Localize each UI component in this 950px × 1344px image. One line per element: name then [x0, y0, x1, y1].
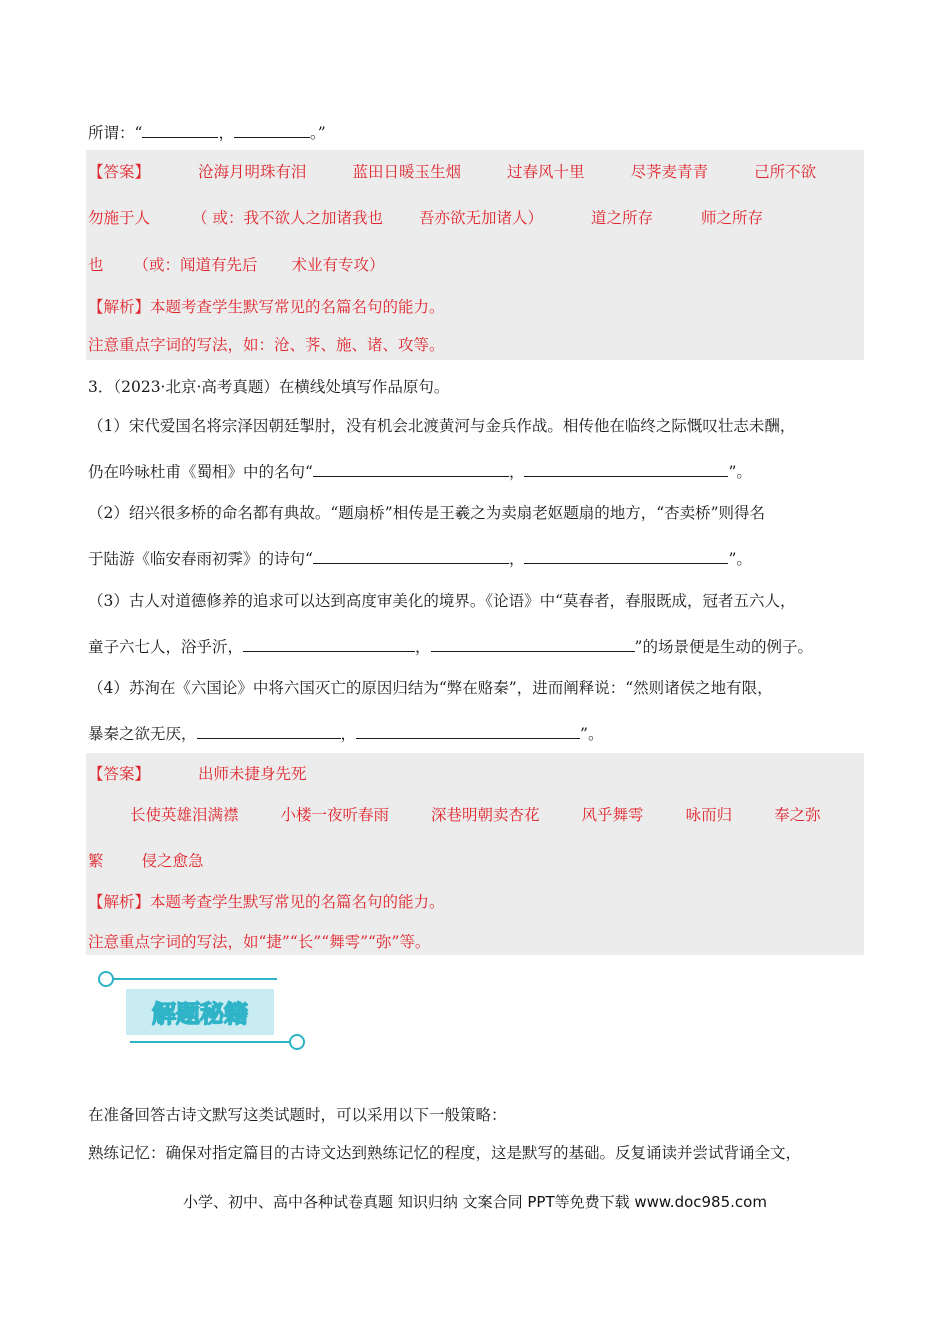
q3-part1-line2: 仍在吟咏杜甫《蜀相》中的名句“ ， ”。: [88, 463, 752, 481]
analysis-tag: 【解析】: [88, 298, 151, 316]
answer-blank[interactable]: [524, 548, 728, 564]
q3-part2-line2: 于陆游《临安春雨初霁》的诗句“ ， ”。: [88, 550, 752, 568]
answer-line-3: 也 （或：闻道有先后 术业有专攻）: [88, 256, 385, 274]
page-footer: 小学、初中、高中各种试卷真题 知识归纳 文案合同 PPT等免费下载 www.doc985.com: [183, 1193, 767, 1211]
answer-blank[interactable]: [142, 122, 218, 138]
answer2-line-2: 长使英雄泪满襟 小楼一夜听春雨 深巷明朝卖杏花 风乎舞雩 咏而归 奉之弥: [130, 806, 821, 824]
answer-blank[interactable]: [524, 461, 728, 477]
q3-part1-line1: （1）宋代爱国名将宗泽因朝廷掣肘，没有机会北渡黄河与金兵作战。相传他在临终之际慨叹壮志未酬，: [88, 417, 796, 435]
answer-blank[interactable]: [197, 723, 341, 739]
q3-part2-line1: （2）绍兴很多桥的命名都有典故。“题扇桥”相传是王羲之为卖扇老妪题扇的地方，“杏卖桥”则得名: [88, 504, 766, 522]
tips-item-1: 熟练记忆：确保对指定篇目的古诗文达到熟练记忆的程度，这是默写的基础。反复诵读并尝试背诵全文，: [88, 1144, 802, 1162]
banner-title: 解题秘籍: [152, 1000, 248, 1028]
answer-blank[interactable]: [431, 636, 635, 652]
q3-part3-line1: （3）古人对道德修养的追求可以达到高度审美化的境界。《论语》中“莫春者，春服既成，冠者五六人，: [88, 592, 796, 610]
answer-blank[interactable]: [234, 122, 310, 138]
analysis2-note: 注意重点字词的写法，如“捷”“长”“舞雩”“弥”等。: [88, 933, 431, 951]
answer-blank[interactable]: [313, 548, 509, 564]
q3-part4-line2: 暴秦之欲无厌， ， ”。: [88, 725, 604, 743]
section-banner: [92, 965, 322, 1050]
analysis2-line: 【解析】本题考查学生默写常见的名篇名句的能力。: [88, 893, 445, 911]
answer-tag: 【答案】: [88, 765, 151, 783]
q3-part3-line2: 童子六七人，浴乎沂， ， ”的场景便是生动的例子。: [88, 638, 813, 656]
answer-blank[interactable]: [313, 461, 509, 477]
answer-line-1: 【答案】 沧海月明珠有泪 蓝田日暖玉生烟 过春风十里 尽荠麦青青 己所不欲: [88, 163, 817, 181]
answer-blank[interactable]: [243, 636, 415, 652]
answer-tag: 【答案】: [88, 163, 151, 181]
tips-intro: 在准备回答古诗文默写这类试题时，可以采用以下一般策略：: [88, 1106, 507, 1124]
answer-blank[interactable]: [356, 723, 580, 739]
banner-graphic: [92, 965, 322, 1050]
answer-line-2: 勿施于人 （ 或：我不欲人之加诸我也 吾亦欲无加诸人） 道之所存 师之所存: [88, 209, 763, 227]
answer2-line-3: 繁 侵之愈急: [88, 852, 204, 870]
question-3-heading: 3．（2023·北京·高考真题）在横线处填写作品原句。: [88, 378, 450, 396]
analysis-line: 【解析】本题考查学生默写常见的名篇名句的能力。: [88, 298, 445, 316]
answer2-line-1: 【答案】 出师未捷身先死: [88, 765, 307, 783]
analysis-tag: 【解析】: [88, 893, 151, 911]
analysis-note: 注意重点字词的写法，如：沧、荠、施、诸、攻等。: [88, 336, 445, 354]
q2-tail-line: 所谓：“ ， 。”: [88, 124, 326, 142]
q3-part4-line1: （4）苏洵在《六国论》中将六国灭亡的原因归结为“弊在赂秦”，进而阐释说：“然则诸侯之地有限，: [88, 679, 773, 697]
